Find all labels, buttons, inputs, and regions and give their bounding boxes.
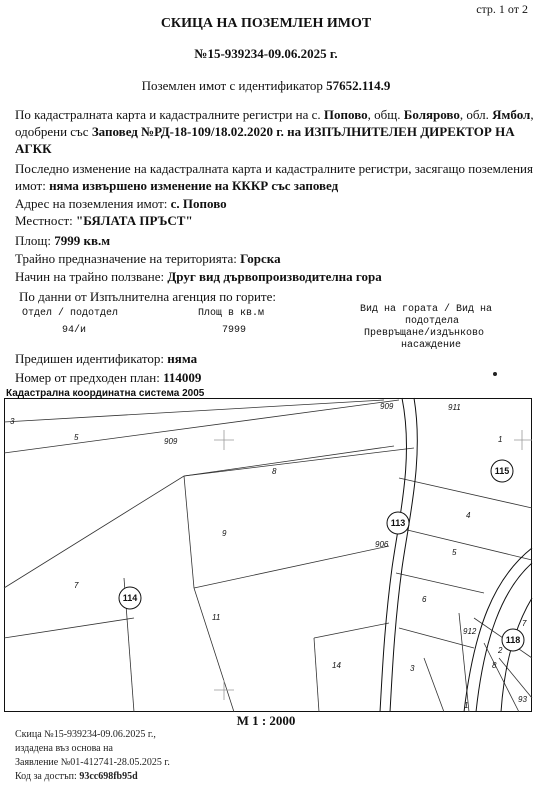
locality-label: Местност: [15,213,73,228]
usage-line [15,269,382,285]
parcel-label: 93 [518,695,527,704]
cadastre-village: Попово [323,107,368,122]
footer-access-code [15,771,138,782]
parcel-label: 7 [74,581,79,590]
area-label: Площ: [15,233,51,248]
parcel-label: 3 [410,664,415,673]
last-change-value: няма извършено изменение на КККР със заповед [49,178,339,193]
cadastre-municipality: Болярово [403,107,460,122]
previous-id-value: няма [167,351,198,366]
parcel-label: 5 [452,548,457,557]
circle-label: 115 [494,466,510,476]
page-number: стр. 1 от 2 [476,2,528,16]
circle-label: 118 [505,635,521,645]
cadastre-text-3: , обл. [459,107,489,122]
parcel-label: 8 [272,467,277,476]
parcel-label: 4 [466,511,471,520]
previous-plan-value: 114009 [163,370,202,385]
forest-cell-type: Превръщане/издънково [364,328,485,339]
last-change-label: имот: [15,178,46,193]
parcel-label: 1 [498,435,503,444]
access-code-value: 93cc698fb95d [79,771,138,782]
forest-header-type-2: подотдела [405,316,460,327]
address-line [15,196,227,212]
usage-value: Друг вид дървопроизводителна гора [167,269,382,284]
usage-label: Начин на трайно ползване: [15,269,165,284]
parcel-label: 8 [492,661,497,670]
parcel-label: 912 [463,627,477,636]
identifier-label: Поземлен имот с идентификатор [141,78,323,93]
cadastre-region: Ямбол [492,107,531,122]
identifier-line [0,78,532,94]
forest-agency-text: По данни от Изпълнителна агенция по горите: [19,289,276,304]
parcel-label: 909 [380,402,394,411]
address-value: с. Попово [170,196,227,211]
cadastral-map [4,398,532,712]
parcel-label: 7 [522,619,527,628]
identifier-value: 57652.114.9 [326,78,391,93]
map-scale: М 1 : 2000 [236,713,296,728]
coord-system-label: Кадастрална координатна система 2005 [6,388,205,399]
previous-id-label: Предишен идентификатор: [15,351,165,366]
last-change-line [15,178,338,194]
parcel-label: 1 [464,701,469,710]
purpose-line [15,251,281,267]
parcel-label: 906 [375,540,389,549]
previous-plan-line [15,370,201,386]
cadastre-line [15,107,534,123]
parcel-label: 9 [222,529,227,538]
parcel-label: 6 [422,595,427,604]
parcel-label: 2 [498,646,503,655]
footer-issued: издадена въз основа на [15,743,113,754]
approved-text: одобрени със [15,124,89,139]
forest-header-division: Отдел / подотдел [22,308,119,319]
forest-header-area: Площ в кв.м [198,308,265,319]
cadastre-text: По кадастралната карта и кадастралните регистри на с. [15,107,321,122]
parcel-label: 3 [10,417,15,426]
previous-id-line [15,351,197,367]
purpose-value: Горска [240,251,281,266]
cadastral-map-svg [4,398,532,712]
forest-header-type: Вид на гората / Вид на [360,304,493,315]
last-change-text: Последно изменение на кадастралната карта и кадастралните регистри, засягащо поземления [15,161,533,176]
parcel-label: 11 [212,613,221,622]
page-title: СКИЦА НА ПОЗЕМЛЕН ИМОТ [160,16,372,31]
area-line [15,233,110,249]
area-value: 7999 кв.м [54,233,111,248]
forest-cell-area: 7999 [222,325,247,336]
circle-label: 113 [390,518,406,528]
cadastre-text-2: , общ. [367,107,401,122]
parcel-label: 14 [332,661,341,670]
footer-application: Заявление №01-412741-28.05.2025 г. [15,757,170,768]
circle-label: 114 [122,593,138,603]
forest-cell-division: 94/и [62,325,87,336]
parcel-label: 911 [448,403,461,412]
approved-line [15,124,515,140]
sketch-number: №15-939234-09.06.2025 г. [194,46,338,61]
access-code-label: Код за достъп: [15,771,77,782]
locality-line [15,213,193,229]
locality-value: "БЯЛАТА ПРЪСТ" [76,213,193,228]
previous-plan-label: Номер от предходен план: [15,370,160,385]
footer-sketch: Скица №15-939234-09.06.2025 г., [15,729,156,740]
parcel-label: 5 [74,433,79,442]
forest-cell-type-2: насаждение [401,340,462,351]
approved-order: Заповед №РД-18-109/18.02.2020 г. на ИЗПЪЛНИТЕЛЕН ДИРЕКТОР НА [91,124,515,139]
cadastre-text-4: , [530,107,534,122]
stray-dot [493,372,497,376]
address-label: Адрес на поземления имот: [15,196,168,211]
parcel-label: 909 [164,437,178,446]
approved-agency: АГКК [15,141,52,156]
purpose-label: Трайно предназначение на територията: [15,251,237,266]
